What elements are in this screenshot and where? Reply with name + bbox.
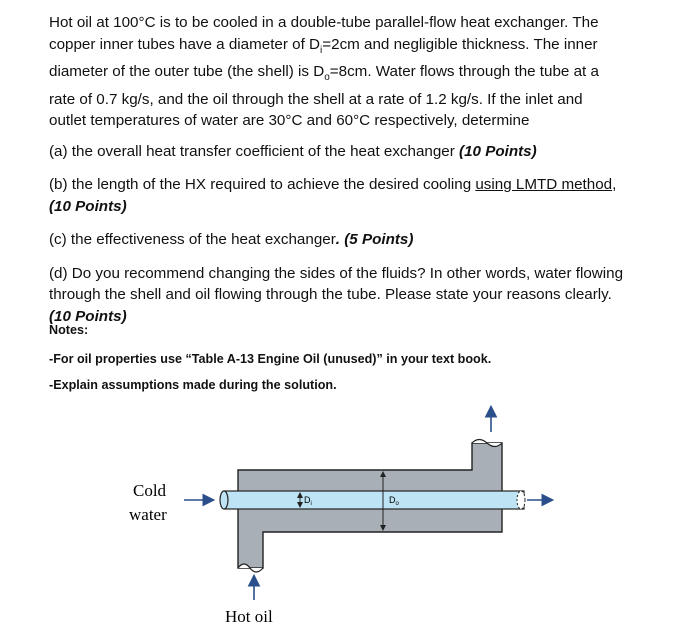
question-text: (d) Do you recommend changing the sides of the fluids? In other words, water flowing — [49, 264, 624, 282]
underlined-method: using LMTD method — [475, 176, 613, 194]
note-item: -Explain assumptions made during the solution. — [49, 378, 337, 392]
question-text: (a) the overall heat transfer coefficient of the heat exchanger — [49, 142, 460, 160]
cold-water-label: Cold — [133, 481, 167, 500]
tube-outlet-end — [517, 491, 525, 509]
note-item: -For oil properties use “Table A-13 Engine Oil (unused)” in your text book. — [49, 352, 492, 366]
question-points: (10 Points) — [49, 197, 127, 215]
tube-inlet-end — [220, 491, 228, 509]
problem-line: Hot oil at 100°C is to be cooled in a double-tube parallel-flow heat exchanger. The — [49, 14, 599, 31]
question-text: . — [335, 231, 341, 249]
cold-water-label: water — [129, 505, 167, 524]
subscript-i: i — [320, 44, 323, 56]
question-text: (c) the effectiveness of the heat exchanger — [49, 231, 336, 249]
inner-tube — [224, 491, 524, 509]
problem-line: diameter of the outer tube (the shell) is D — [49, 63, 325, 81]
problem-line: =2cm and negligible thickness. The inner — [322, 35, 598, 53]
question-text: (b) the length of the HX required to achieve the desired cooling — [49, 176, 476, 194]
question-text: through the shell and oil flowing through the tube. Please state your reasons clearly. — [49, 286, 612, 304]
question-points: (10 Points) — [49, 307, 127, 325]
problem-line: =8cm. Water flows through the tube at a — [329, 63, 599, 81]
hot-oil-label: Hot oil — [225, 607, 273, 626]
problem-line: outlet temperatures of water are 30°C and 60°C respectively, determine — [49, 112, 530, 130]
di-label: $D_i$ — [304, 495, 312, 507]
question-points: (10 Points) — [459, 142, 537, 160]
question-text: , — [612, 176, 617, 194]
question-points: (5 Points) — [340, 231, 414, 249]
problem-line: rate of 0.7 kg/s, and the oil through the shell at a rate of 1.2 kg/s. If the inlet and — [49, 90, 583, 108]
problem-line: copper inner tubes have a diameter of D — [49, 35, 321, 53]
notes-title: Notes: — [49, 323, 89, 337]
subscript-o: o — [324, 72, 330, 84]
do-label: $D_o$ — [389, 495, 399, 507]
